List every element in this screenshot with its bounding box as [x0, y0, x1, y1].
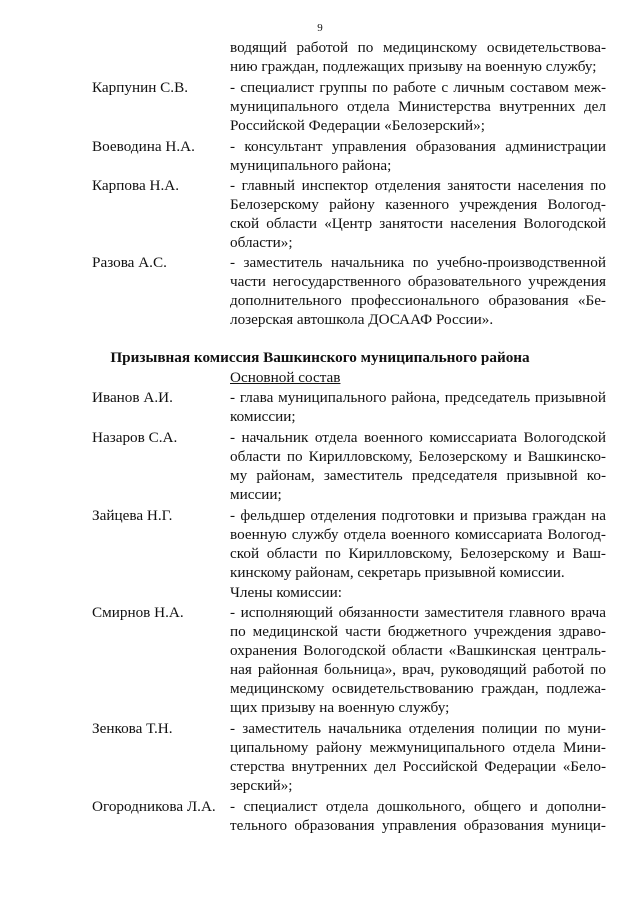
text-line: Белозерскому району казенного учреждения Вологод- — [230, 196, 606, 213]
text-line: водящий работой по медицинскому освидетельствова- — [230, 39, 606, 56]
person-name: Воеводина Н.А. — [92, 138, 195, 155]
text-line: ской области «Центр занятости населения Вологодской — [230, 215, 606, 232]
person-role — [230, 428, 606, 504]
person-role — [230, 176, 606, 252]
text-line: му районам, заместитель председателя призывной ко- — [230, 467, 606, 484]
text-line: тельного образования управления образования муници- — [230, 817, 606, 834]
text-line: комиссии; — [230, 408, 296, 425]
section-subtitle: Основной состав — [230, 369, 341, 386]
text-line: ципальному району межмуниципального отдела Мини- — [230, 739, 606, 756]
person-name: Разова А.С. — [92, 254, 167, 271]
text-line: ской области по Кирилловскому, Белозерскому и Ваш- — [230, 545, 606, 562]
person-name: Зайцева Н.Г. — [92, 507, 173, 524]
person-name: Смирнов Н.А. — [92, 604, 184, 621]
text-line: по медицинской части бюджетного учреждения здраво- — [230, 623, 606, 640]
text-line: - начальник отдела военного комиссариата Вологодской — [230, 429, 606, 446]
text-line: части негосударственного образовательного учреждения — [230, 273, 606, 290]
text-line: щих призыву на военную службу; — [230, 699, 450, 716]
person-role — [230, 506, 606, 582]
person-role — [230, 603, 606, 717]
text-line: - исполняющий обязанности заместителя главного врача — [230, 604, 606, 621]
text-line: - консультант управления образования администрации — [230, 138, 606, 155]
text-line: - заместитель начальника отделения полиции по муни- — [230, 720, 606, 737]
person-name: Огородникова Л.А. — [92, 798, 216, 815]
text-line: стерства внутренних дел Российской Федерации «Бело- — [230, 758, 606, 775]
text-line: - главный инспектор отделения занятости населения по — [230, 177, 606, 194]
text-line: - специалист группы по работе с личным составом меж- — [230, 79, 606, 96]
text-line: - специалист отдела дошкольного, общего и дополни- — [230, 798, 606, 815]
person-name: Карпова Н.А. — [92, 177, 180, 194]
person-role — [230, 253, 606, 329]
person-role — [230, 78, 606, 135]
text-line: зерский»; — [230, 777, 293, 794]
text-line: нию граждан, подлежащих призыву на военную службу; — [230, 58, 597, 75]
text-line: муниципального района; — [230, 157, 392, 174]
text-line: лозерская автошкола ДОСААФ России». — [230, 311, 494, 328]
text-line: охранения Вологодской области «Вашкинская централь- — [230, 642, 606, 659]
person-name: Карпунин С.В. — [92, 79, 189, 96]
person-role — [230, 797, 606, 835]
text-line: Российской Федерации «Белозерский»; — [230, 117, 485, 134]
text-line: муниципального отдела Министерства внутренних дел — [230, 98, 606, 115]
person-role — [230, 719, 606, 795]
text-line: дополнительного профессионального образования «Бе- — [230, 292, 606, 309]
text-line: военную службу отдела военного комиссариата Вологод- — [230, 526, 606, 543]
person-name: Зенкова Т.Н. — [92, 720, 173, 737]
text-line: области»; — [230, 234, 293, 251]
person-role — [230, 388, 606, 426]
text-line: медицинскому освидетельствованию граждан, подлежа- — [230, 680, 606, 697]
members-label: Члены комиссии: — [230, 584, 342, 601]
text-line: ная районная больница», врач, руководящий работой по — [230, 661, 606, 678]
person-name: Назаров С.А. — [92, 429, 178, 446]
text-line: - фельдшер отделения подготовки и призыва граждан на — [230, 507, 606, 524]
continuation-text — [230, 38, 606, 76]
page-number: 9 — [317, 22, 323, 34]
person-name: Иванов А.И. — [92, 389, 173, 406]
text-line: области по Кирилловскому, Белозерскому и Вашкинско- — [230, 448, 606, 465]
section-title: Призывная комиссия Вашкинского муниципального района — [110, 349, 530, 366]
person-role — [230, 137, 606, 175]
text-line: - глава муниципального района, председатель призывной — [230, 389, 606, 406]
text-line: миссии; — [230, 486, 282, 503]
text-line: - заместитель начальника по учебно-производственной — [230, 254, 606, 271]
text-line: кинскому районам, секретарь призывной комиссии. — [230, 564, 565, 581]
